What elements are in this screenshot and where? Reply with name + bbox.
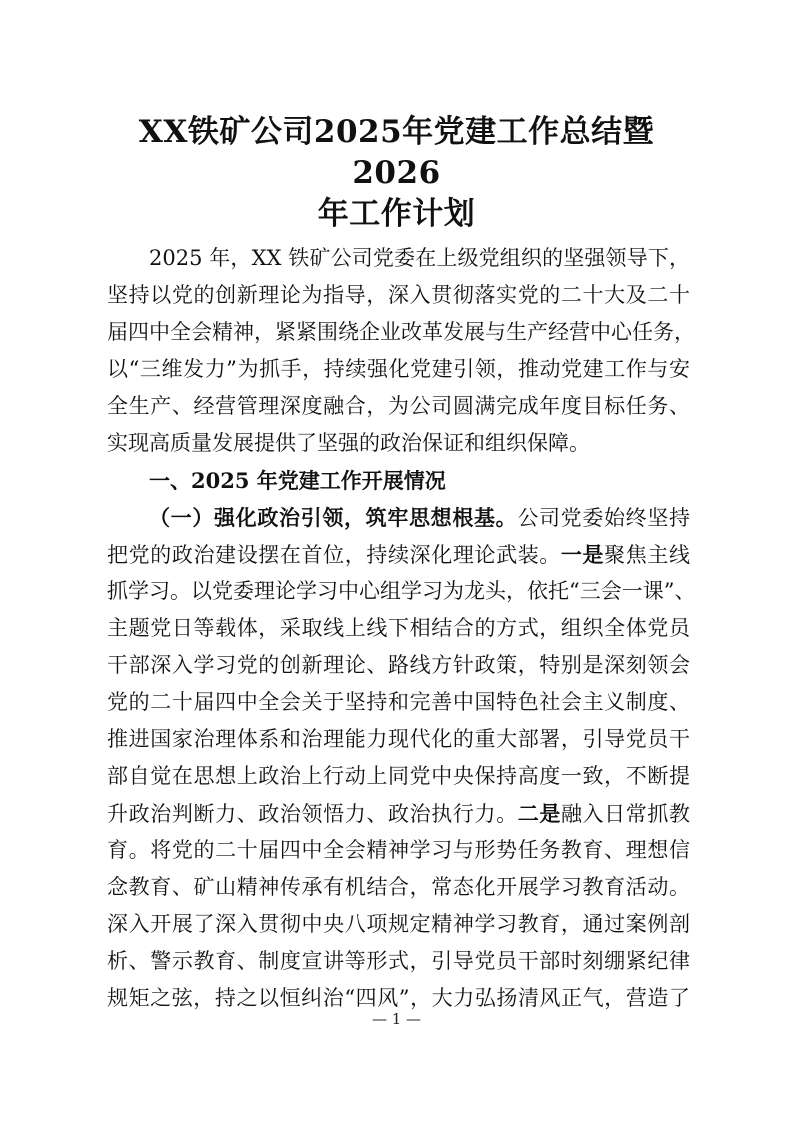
text-segment: 党的二十届四中全会关于坚持和完善中国特色社会主义制度、 — [107, 690, 690, 714]
text-segment: 深入开展了深入贯彻中央八项规定精神学习教育，通过案例剖 — [107, 912, 690, 936]
text-segment: 育。将党的二十届四中全会精神学习与形势任务教育、理想信 — [107, 838, 690, 862]
text-line — [107, 721, 690, 758]
text-line — [107, 832, 690, 869]
text-line — [107, 869, 690, 906]
text-segment: 聚焦主线 — [604, 543, 691, 567]
bold-text: 一是 — [560, 542, 605, 567]
text-segment: 公司党委始终坚持 — [517, 506, 691, 530]
text-line — [107, 314, 695, 351]
text-segment: 析、警示教育、制度宣讲等形式，引导党员干部时刻绷紧纪律 — [107, 949, 690, 973]
text-line — [107, 795, 690, 832]
text-segment: 2025 年，XX 铁矿公司党委在上级党组织的坚强领导下， — [149, 246, 690, 270]
text-segment: 升政治判断力、政治领悟力、政治执行力。 — [107, 802, 518, 826]
text-line — [107, 240, 690, 277]
bold-text: （一）强化政治引领，筑牢思想根基。 — [149, 505, 518, 530]
text-segment: 届四中全会精神，紧紧围绕企业改革发展与生产经营中心任务， — [107, 320, 695, 344]
text-line — [107, 462, 690, 499]
document-title — [100, 112, 693, 235]
text-line — [107, 906, 690, 943]
text-line — [107, 943, 690, 980]
text-segment: 全生产、经营管理深度融合，为公司圆满完成年度目标任务、 — [107, 394, 690, 418]
text-line — [107, 573, 696, 610]
text-line — [107, 647, 690, 684]
text-segment: 部自觉在思想上政治上行动上同党中央保持高度一致，不断提 — [107, 764, 690, 788]
title-line-2: 年工作计划 — [317, 196, 476, 232]
text-segment: 把党的政治建设摆在首位，持续深化理论武装。 — [107, 543, 561, 567]
text-line — [107, 684, 690, 721]
text-segment: 抓学习。以党委理论学习中心组学习为龙头，依托“三会一课”、 — [107, 579, 696, 603]
text-segment: 推进国家治理体系和治理能力现代化的重大部署，引导党员干 — [107, 727, 690, 751]
text-segment: 干部深入学习党的创新理论、路线方针政策，特别是深刻领会 — [107, 653, 690, 677]
bold-text: 二是 — [517, 801, 561, 826]
text-line — [107, 610, 690, 647]
bold-text: 一、2025 年党建工作开展情况 — [149, 468, 446, 493]
text-line — [107, 758, 690, 795]
page-number: — 1 — — [371, 1010, 422, 1028]
text-segment: 以“三维发力”为抓手，持续强化党建引领，推动党建工作与安 — [107, 357, 690, 381]
text-segment: 念教育、矿山精神传承有机结合，常态化开展学习教育活动。 — [107, 875, 690, 899]
text-line — [107, 499, 690, 536]
document-body — [107, 240, 696, 1017]
text-segment: 坚持以党的创新理论为指导，深入贯彻落实党的二十大及二十 — [107, 283, 690, 307]
text-line — [107, 351, 690, 388]
text-line — [107, 536, 690, 573]
text-line — [107, 425, 690, 462]
text-segment: 主题党日等载体，采取线上线下相结合的方式，组织全体党员 — [107, 616, 690, 640]
text-segment: 规矩之弦，持之以恒纠治“四风”，大力弘扬清风正气，营造了 — [107, 986, 690, 1010]
text-segment: 融入日常抓教 — [560, 802, 691, 826]
text-line — [107, 277, 690, 314]
text-line — [107, 388, 690, 425]
title-line-1: XX铁矿公司2025年党建工作总结暨2026 — [138, 114, 655, 191]
text-segment: 实现高质量发展提供了坚强的政治保证和组织保障。 — [107, 431, 590, 455]
